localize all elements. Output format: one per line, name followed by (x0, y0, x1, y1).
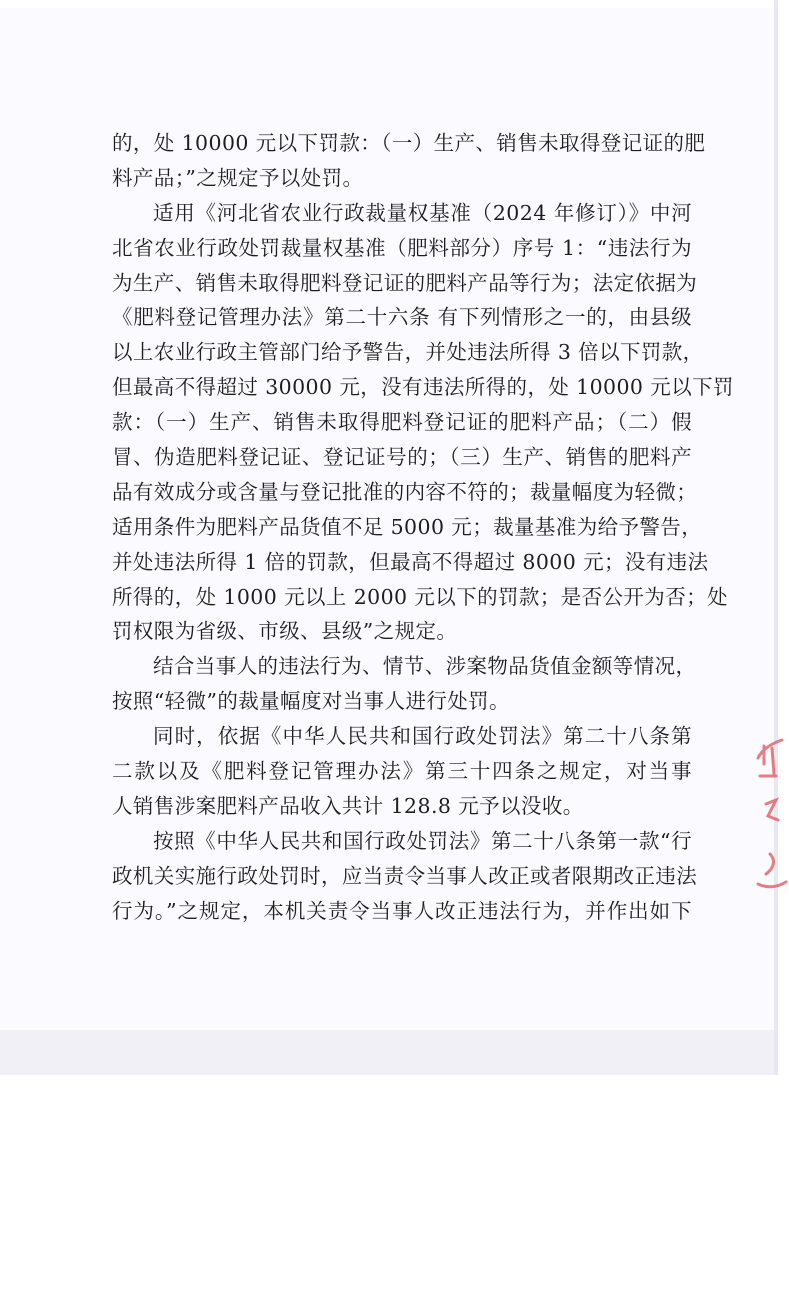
text-line: 为生产、销售未取得肥料登记证的肥料产品等行为；法定依据为 (112, 270, 698, 295)
text-line: 行为。”之规定，本机关责令当事人改正违法行为，并作出如下 (112, 898, 692, 923)
text-line: 同时，依据《中华人民共和国行政处罚法》第二十八条第 (153, 724, 692, 749)
scan-top-edge (0, 0, 778, 8)
text-line: 人销售涉案肥料产品收入共计 128.8 元予以没收。 (112, 793, 584, 818)
text-line: 冒、伪造肥料登记证、登记证号的；（三）生产、销售的肥料产 (112, 445, 692, 470)
text-line: 料产品；”之规定予以处罚。 (112, 165, 364, 190)
document-body (112, 126, 734, 928)
text-line: 适用条件为肥料产品货值不足 5000 元；裁量基准为给予警告， (112, 514, 703, 539)
scan-bottom-shade (0, 1030, 778, 1075)
text-line: 二款以及《肥料登记管理办法》第三十四条之规定，对当事 (112, 759, 692, 784)
text-line: 北省农业行政处罚裁量权基准（肥料部分）序号 1：“违法行为 (112, 235, 692, 260)
text-line: 款：（一）生产、销售未取得肥料登记证的肥料产品；（二）假 (112, 410, 692, 435)
text-line: 按照“轻微”的裁量幅度对当事人进行处罚。 (112, 689, 510, 714)
text-line: 的，处 10000 元以下罚款：（一）生产、销售未取得登记证的肥 (112, 131, 706, 155)
text-line: 以上农业行政主管部门给予警告，并处违法所得 3 倍以下罚款， (112, 340, 704, 365)
text-line: 结合当事人的违法行为、情节、涉案物品货值金额等情况， (153, 654, 697, 679)
text-line: 按照《中华人民共和国行政处罚法》第二十八条第一款“行 (153, 828, 692, 853)
text-line: 所得的，处 1000 元以上 2000 元以下的罚款；是否公开为否；处 (112, 584, 728, 609)
text-line: 品有效成分或含量与登记批准的内容不符的；裁量幅度为轻微； (112, 479, 698, 504)
red-seal-fragment (752, 734, 789, 894)
text-line: 但最高不得超过 30000 元，没有违法所得的，处 10000 元以下罚 (112, 375, 734, 400)
text-line: 适用《河北省农业行政裁量权基准（2024 年修订）》中河 (153, 200, 692, 225)
scan-right-edge (774, 0, 778, 1075)
text-line: 《肥料登记管理办法》第二十六条 有下列情形之一的，由县级 (112, 305, 692, 330)
text-line: 政机关实施行政处罚时，应当责令当事人改正或者限期改正违法 (112, 863, 698, 888)
text-line: 罚权限为省级、市级、县级”之规定。 (112, 619, 458, 644)
text-line: 并处违法所得 1 倍的罚款，但最高不得超过 8000 元；没有违法 (112, 549, 709, 574)
